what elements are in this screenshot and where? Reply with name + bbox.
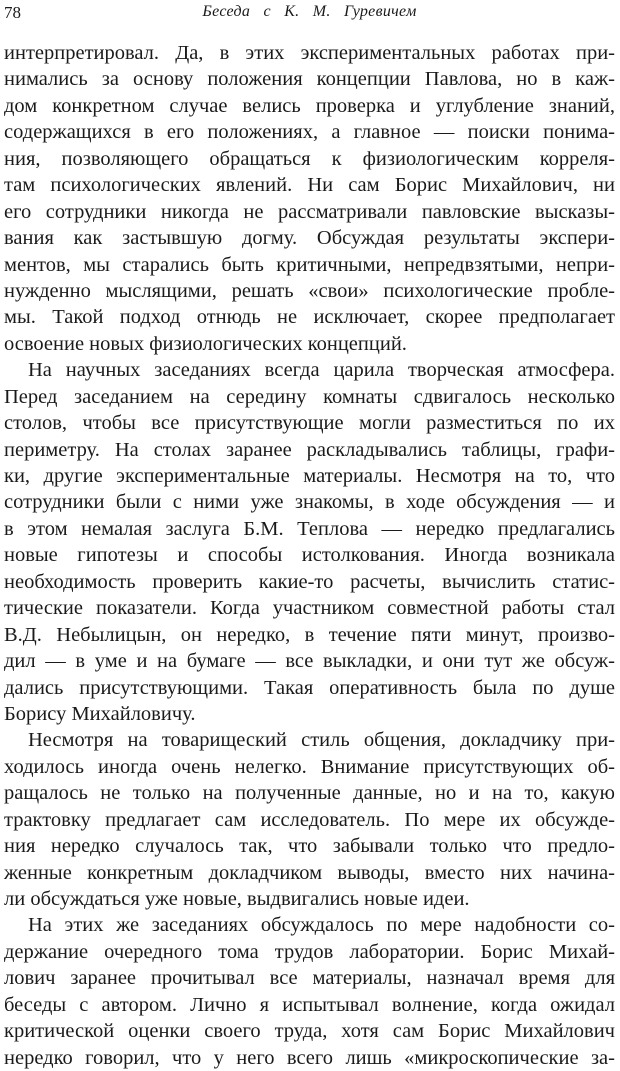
running-head: Беседа с К. М. Гуревичем xyxy=(202,3,417,20)
text-line: Несмотря на товарищеский стиль общения, докладчику при- xyxy=(28,729,615,752)
book-page xyxy=(4,0,615,1069)
page-number: 78 xyxy=(4,3,21,22)
text-line: содержащихся в его положениях, а главное — поиски понима- xyxy=(4,121,615,144)
body-text xyxy=(4,40,615,1071)
text-line: необходимость проверить какие-то расчеты, вычислить статис- xyxy=(4,570,615,593)
text-line: ния, позволяющего обращаться к физиологическим корреля- xyxy=(4,147,615,170)
text-line: В.Д. Небылицын, он нередко, в течение пяти минут, произво- xyxy=(4,623,615,646)
paragraph xyxy=(4,727,615,912)
text-line: Перед заседанием на середину комнаты сдвигалось несколько xyxy=(4,385,615,408)
text-line: На научных заседаниях всегда царила творческая атмосфера. xyxy=(28,359,615,382)
text-line: ментов, мы старались быть критичными, непредвзятыми, непри- xyxy=(4,253,615,276)
text-line: дались присутствующими. Такая оперативность была по душе xyxy=(4,676,615,699)
text-line: тические показатели. Когда участником совместной работы стал xyxy=(4,597,615,620)
text-line: мы. Такой подход отнюдь не исключает, скорее предполагает xyxy=(4,306,615,329)
text-line: критической оценки своего труда, хотя сам Борис Михайлович xyxy=(4,1020,615,1043)
text-line: ли обсуждаться уже новые, выдвигались новые идеи. xyxy=(4,888,470,910)
text-line: там психологических явлений. Ни сам Борис Михайлович, ни xyxy=(4,174,615,197)
text-line: новые гипотезы и способы истолкования. Иногда возникала xyxy=(4,544,615,567)
text-line: женные конкретным докладчиком выводы, вместо них начина- xyxy=(4,861,615,884)
text-line: нередко говорил, что у него всего лишь «микроскопические за- xyxy=(4,1046,615,1069)
text-line: интерпретировал. Да, в этих экспериментальных работах при- xyxy=(4,42,615,64)
text-line: нимались за основу положения концепции Павлова, но в каж- xyxy=(4,68,615,91)
paragraph xyxy=(4,357,615,727)
text-line: вания как застывшую догму. Обсуждая результаты экспери- xyxy=(4,227,615,250)
text-line: его сотрудники никогда не рассматривали павловские высказы- xyxy=(4,200,615,223)
paragraph xyxy=(4,40,615,357)
text-line: держание очередного тома трудов лаборатории. Борис Михай- xyxy=(4,940,615,963)
text-line: периметру. На столах заранее раскладывались таблицы, графи- xyxy=(4,438,615,461)
text-line: трактовку предлагает сам исследователь. По мере их обсужде- xyxy=(4,808,615,831)
page-header xyxy=(4,0,615,30)
text-line: ходилось иногда очень нелегко. Внимание присутствующих об- xyxy=(4,755,615,778)
text-line: лович заранее прочитывал все материалы, назначал время для xyxy=(4,967,615,990)
text-line: сотрудники были с ними уже знакомы, в ходе обсуждения — и xyxy=(4,491,615,514)
text-line: Борису Михайловичу. xyxy=(4,702,196,725)
text-line: ращалось не только на полученные данные, но и на то, какую xyxy=(4,782,615,805)
text-line: дил — в уме и на бумаге — все выкладки, и они тут же обсуж- xyxy=(4,650,615,673)
text-line: На этих же заседаниях обсуждалось по мере надобности со- xyxy=(28,914,615,937)
text-line: в этом немалая заслуга Б.М. Теплова — нередко предлагались xyxy=(4,517,615,540)
paragraph xyxy=(4,912,615,1071)
text-line: нужденно мыслящими, решать «свои» психологические пробле- xyxy=(4,279,615,302)
text-line: ки, другие экспериментальные материалы. Несмотря на то, что xyxy=(4,465,615,487)
text-line: столов, чтобы все присутствующие могли разместиться по их xyxy=(4,412,615,435)
text-line: ния нередко случалось так, что забывали только что предло- xyxy=(4,835,615,858)
text-line: беседы с автором. Лично я испытывал волнение, когда ожидал xyxy=(4,993,615,1016)
text-line: дом конкретном случае велись проверка и углубление знаний, xyxy=(4,94,615,117)
text-line: освоение новых физиологических концепций. xyxy=(4,332,407,355)
